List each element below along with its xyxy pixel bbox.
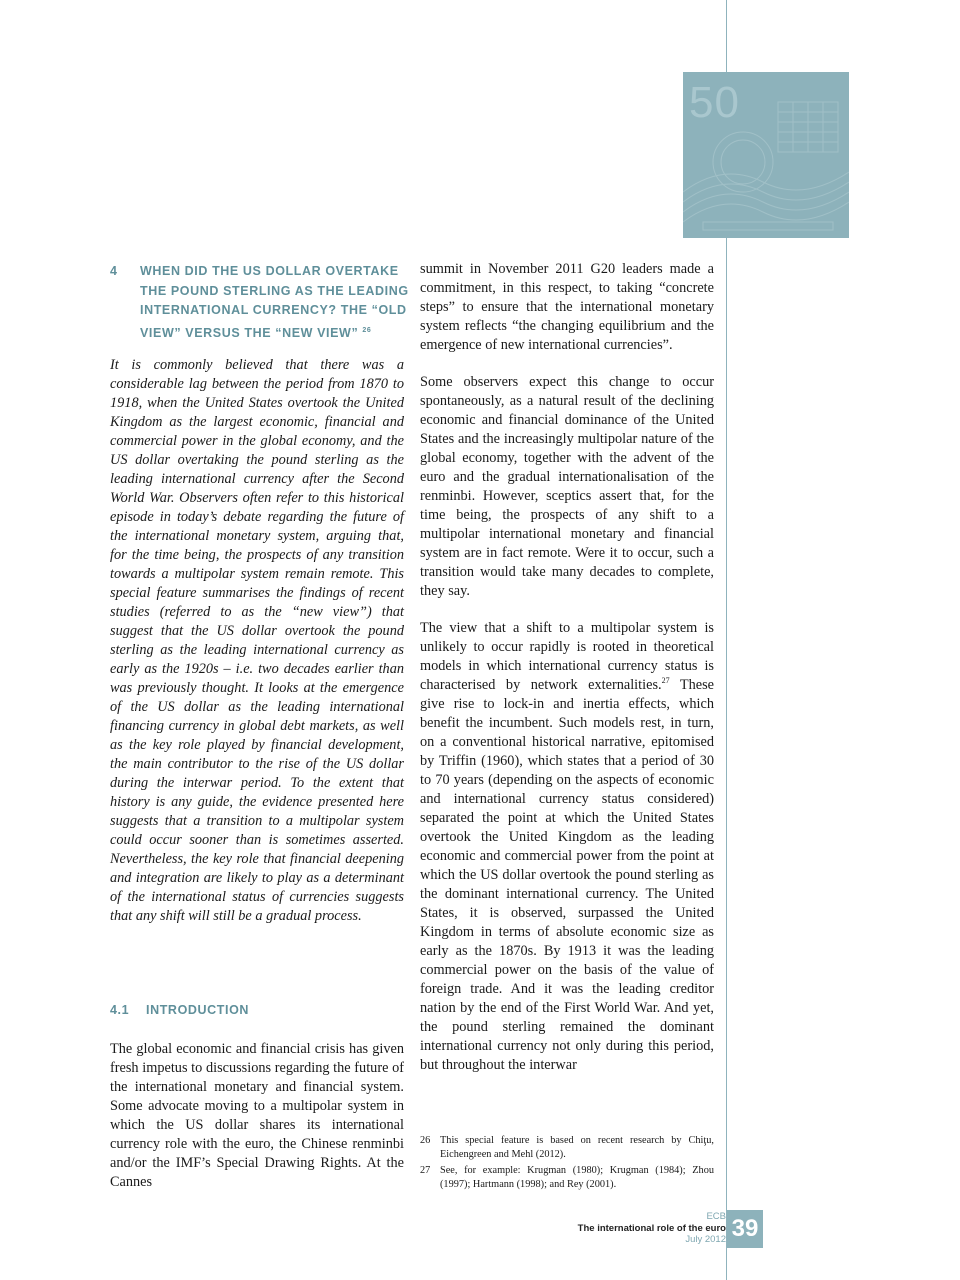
abstract [110,356,404,944]
intro-left-column [110,1040,404,1210]
footnote-text: This special feature is based on recent research by Chiţu, Eichengreen and Mehl (2012). [440,1135,714,1160]
right-paragraph-3-part-a: The view that a shift to a multipolar system is unlikely to occur rapidly is rooted in theoretical models in which international currency status is characterised by network externalities. [420,620,714,693]
footnote-number: 26 [420,1135,431,1146]
section-title [140,262,410,343]
section-heading [110,262,410,343]
right-paragraph-1: summit in November 2011 G20 leaders made a commitment, in this respect, to taking “concrete steps” to ensure that the international monetary system reflects “the changing equilibrium and the emergence of new international currencies”. [420,261,714,353]
banknote-denomination: 50 [689,78,740,127]
page-number: 39 [727,1210,763,1248]
footnote [420,1134,714,1162]
banknote-image [683,72,849,238]
subsection-heading [110,1003,249,1017]
page-footer [578,1211,726,1246]
section-number: 4 [110,264,118,278]
intro-paragraph: The global economic and financial crisis has given fresh impetus to discussions regarding the future of the international monetary and financial system. Some advocate moving to a multipolar system in which the US dollar shares its international currency role with the euro, the Chinese renminbi and/or the IMF’s Special Drawing Rights. At the Cannes [110,1041,404,1190]
subsection-title: INTRODUCTION [146,1003,250,1017]
footer-date: July 2012 [685,1234,726,1245]
abstract-text: It is commonly believed that there was a considerable lag between the period from 1870 to 1918, when the United States overtook the United Kingdom as the largest economic, financial and commercial power in the global economy, and the US dollar overtaking the pound sterling as the leading international currency after the Second World War. Observers often refer to this historical episode in today’s debate regarding the future of the international monetary system, arguing that, for the time being, the prospects of any transition towards a multipolar system remain remote. This special feature summarises the findings of recent studies (referred to as the “new view”) that suggest that the US dollar overtook the pound sterling as the leading international currency as early as the 1920s – i.e. two decades earlier than was previously thought. It looks at the emergence of the US dollar as the leading international financing currency in global debt markets, as well as the key role played by financial development, the main contributor to the rise of the US dollar during the interwar period. To the extent that history is any guide, the evidence presented here suggests that a transition to a multipolar system could occur sooner than is sometimes asserted. Nevertheless, the key role that financial deepening and integration are likely to play as a determinant of the international status of currencies suggests that any shift will still be a gradual process. [110,357,404,924]
section-title-text: WHEN DID THE US DOLLAR OVERTAKE THE POUND STERLING AS THE LEADING INTERNATIONAL CURRENCY? THE “OLD VIEW” VERSUS THE “NEW VIEW” [140,264,409,340]
right-paragraph-3 [420,619,714,1075]
footer-org: ECB [706,1211,726,1222]
footnotes [420,1134,714,1194]
footnote-ref-27: 27 [661,676,670,686]
footnote-number: 27 [420,1165,431,1176]
right-paragraph-3-part-b: These give rise to lock-in and inertia effects, which benefit the incumbent. Such models rest, in turn, on a conventional historical narrative, epitomised by Triffin (1960), which states that a period of 30 to 70 years (depending on the aspects of economic and international currency status considered) separated the point at which the United States overtook the United Kingdom as the leading economic and commercial power from the point at which the US dollar overtook the pound sterling as the dominant international currency. The United States, it is observed, surpassed the United Kingdom in terms of absolute economic size as early as the 1870s. By 1913 it was the leading commercial power on the basis of the value of foreign trade. And it was the leading creditor nation by the end of the First World War. And yet, the pound sterling remained the dominant international currency not only during this period, but throughout the interwar [420,677,715,1073]
footnote-ref-26: 26 [362,326,372,334]
footnote-text: See, for example: Krugman (1980); Krugman (1984); Zhou (1997); Hartmann (1998); and Rey (2001). [440,1165,714,1190]
right-paragraph-2: Some observers expect this change to occur spontaneously, as a natural result of the declining economic and financial dominance of the United States and the increasingly multipolar nature of the global economy, together with the advent of the euro and the gradual internationalisation of the renminbi. However, sceptics assert that, for the time being, the prospects of any shift to a multipolar international monetary and financial system are in fact remote. Were it to occur, such a transition would take many decades to complete, they say. [420,374,714,599]
footer-title: The international role of the euro [577,1222,726,1234]
right-column [420,260,714,1093]
footnote [420,1164,714,1192]
subsection-number: 4.1 [110,1003,130,1017]
